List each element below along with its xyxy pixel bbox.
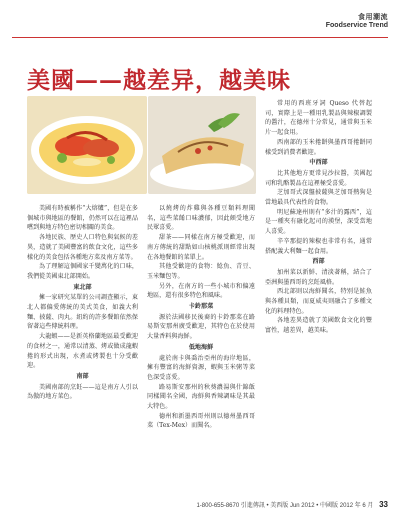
page-title: 美國——越差异，越美味 <box>27 67 291 94</box>
header-divider <box>12 37 388 38</box>
article-paragraph: 以燒烤的炸雞與各種豆類料理聞名，這些菜餚口味濃郁，因此頗受地方民眾喜愛。 <box>147 205 255 232</box>
article-paragraph: 西南部的玉米捲餅與墨西哥捲餅同樣受到消費者歡迎。 <box>265 138 372 156</box>
section-title-zh: 食用潮流 <box>358 12 388 21</box>
section-subheading: 南部 <box>76 372 89 380</box>
article-paragraph: 辛辛那提的辣椒也非常有名，通常搭配義大利麵一起食用。 <box>265 237 372 255</box>
article-paragraph: 比其他地方更常見沙拉醬，美國起司和乳酪製品在這裡極受喜愛。 <box>265 169 372 187</box>
article-paragraph: 為了理解這個國家千變萬化的口味，我們從美國東北部開始。 <box>27 263 138 280</box>
article-paragraph: 處於南卡與喬治亞州的海岸地區，擁有豐富的海鮮資源，蝦與玉米粥等菜色深受喜愛。 <box>147 354 255 381</box>
section-subheading: 中西部 <box>309 159 328 167</box>
article-paragraph: 美國有時被稱作“大熔爐”，但是在多個城市與地區的餐館，仍然可以在這裡品嚐到與地方特色密切相關的美食。 <box>27 205 138 232</box>
article-paragraph: 另外，在南方的一些小城市和偏遠地區，還有很多特色和風味。 <box>147 282 255 300</box>
article-paragraph: 芝加哥式深盤披薩與芝加哥熱狗是當地最具代表性的食物。 <box>265 189 372 207</box>
footer-text: 1-800-655-8670 引進傳訊 • 美西版 Jun 2012 • 中國版 2012 年 6 月 <box>196 503 374 509</box>
article-paragraph: 美國南部的烹飪——這是南方人引以為傲的地方菜色。 <box>27 383 138 401</box>
article-paragraph: 大龍蝦——是新英格蘭地區最受歡迎的食材之一，通常以清蒸、烤或做成龍蝦捲的形式出現，水煮或烤製也十分受歡迎。 <box>27 333 138 370</box>
article-paragraph: 擁一家研究某單的公司調查顯示，東北人都偏愛傳統的美式美食，如義大利麵、披薩、肉丸。紐約的許多餐館依然保留著這些傳統料理。 <box>27 294 138 331</box>
section-title-en: Foodservice Trend <box>325 22 388 29</box>
section-header <box>326 12 388 29</box>
article-paragraph: 甜茶——同樣在南方極受歡迎，而南方傳統的甜點如山核桃派則經常出現在各地餐館的菜單上。 <box>147 234 255 261</box>
article-paragraph: 路易斯安那州的秋葵濃湯與什錦飯同樣聞名全國，海鮮與香辣調味是其最大特色。 <box>147 383 255 411</box>
article-paragraph: 加州菜以新鮮、清淡著稱，結合了亞洲與墨西哥的烹飪風格。 <box>265 268 372 286</box>
section-subheading: 卡鈴那菜 <box>188 303 214 311</box>
article-paragraph: 源於法國移民後裔的卡鈴那菜在路易斯安那州廣受歡迎，其特色在於使用大量香料與海鮮。 <box>147 313 255 341</box>
article-paragraph: 德州和新墨西哥州則以德州墨西哥菜（Tex-Mex）而聞名。 <box>147 412 255 430</box>
article-paragraph: 其他受歡迎的食物：鯰魚、青豆、玉米麵包等。 <box>147 263 255 280</box>
article-column-3 <box>265 99 372 336</box>
section-subheading: 低地海鮮 <box>188 343 214 351</box>
section-subheading: 西部 <box>312 258 325 266</box>
article-column-1 <box>27 204 138 402</box>
article-paragraph: 明尼蘇達州則有“多汁的露西”，這是一種夾有融化起司的漢堡，深受當地人喜愛。 <box>265 208 372 236</box>
article-paragraph: 各地差異造就了美國飲食文化的豐富性，越差異，越美味。 <box>265 317 372 335</box>
seafood-dish-photo <box>27 96 147 194</box>
seafood-dish-icon <box>27 96 147 194</box>
section-subheading: 東北部 <box>73 283 92 291</box>
wrap-dish-photo <box>148 96 256 194</box>
article-column-2 <box>147 204 255 431</box>
page-footer <box>196 500 388 509</box>
wrap-dish-icon <box>148 96 256 194</box>
article-paragraph: 常用的西班牙詞 Queso 代替起司，實際上是一種用乳製品與辣椒調製的醬汁，在德州十分常見，通常與玉米片一起食用。 <box>265 100 372 137</box>
page-number: 33 <box>379 500 388 509</box>
article-paragraph: 西北部則以海鮮聞名，特別是鮭魚與各種貝類，而夏威夷則融合了多種文化的料理特色。 <box>265 288 372 315</box>
article-paragraph: 各地民族、歷史人口特色與氣候的差異，造就了美國豐富的飲食文化，這些多樣化的美食包括各種地方菜及南方菜等。 <box>27 234 138 261</box>
